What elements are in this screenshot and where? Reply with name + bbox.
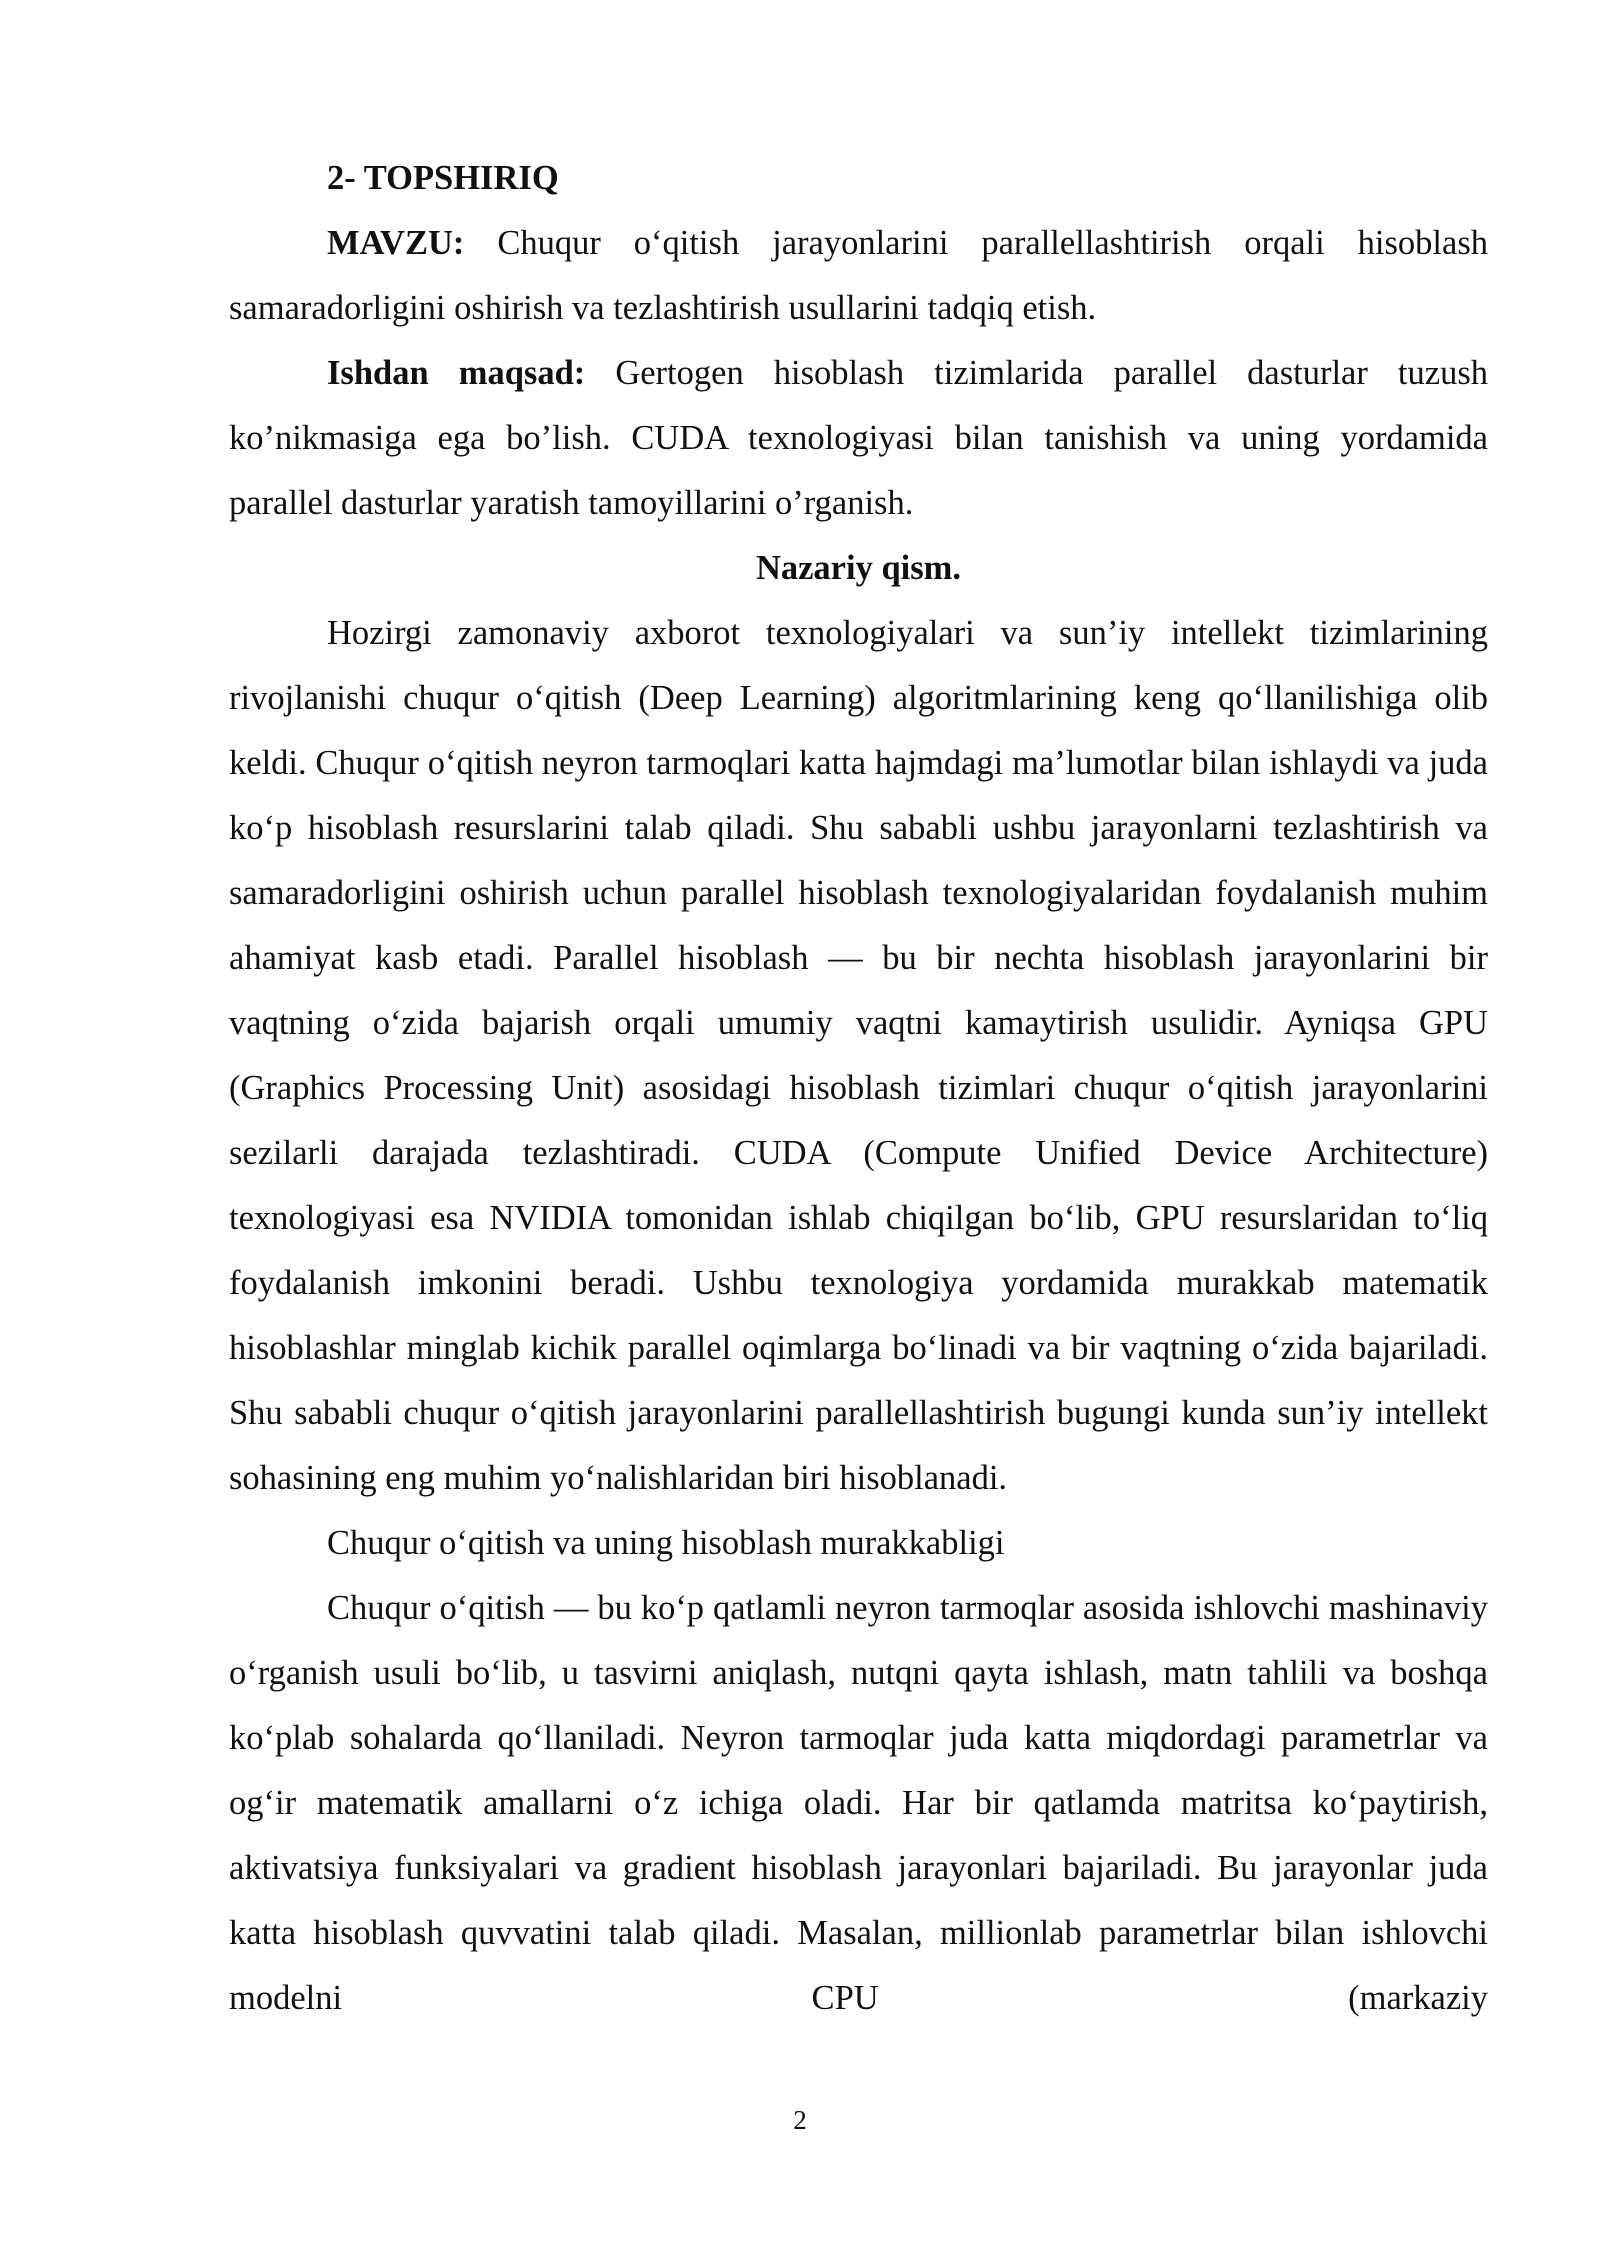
topic-paragraph	[229, 211, 1488, 341]
body-paragraph-2: Chuqur o‘qitish — bu ko‘p qatlamli neyron tarmoqlar asosida ishlovchi mashinaviy o‘rganish usuli bo‘lib, u tasvirni aniqlash, nutqni qayta ishlash, matn tahlili va boshqa ko‘plab sohalarda qo‘llaniladi. Neyron tarmoqlar juda katta miqdordagi parametrlar va og‘ir matematik amallarni o‘z ichiga oladi. Har bir qatlamda matritsa ko‘paytirish, aktivatsiya funksiyalari va gradient hisoblash jarayonlari bajariladi. Bu jarayonlar juda katta hisoblash quvvatini talab qiladi. Masalan, millionlab parametrlar bilan ishlovchi modelni CPU (markaziy	[229, 1589, 1488, 2017]
page-number: 2	[793, 2105, 807, 2135]
body-paragraph-1: Hozirgi zamonaviy axborot texnologiyalari va sun’iy intellekt tizimlarining rivojlanishi chuqur o‘qitish (Deep Learning) algoritmlarining keng qo‘llanilishiga olib keldi. Chuqur o‘qitish neyron tarmoqlari katta hajmdagi ma’lumotlar bilan ishlaydi va juda ko‘p hisoblash resurslarini talab qiladi. Shu sababli ushbu jarayonlarni tezlashtirish va samaradorligini oshirish uchun parallel hisoblash texnologiyalaridan foydalanish muhim ahamiyat kasb etadi. Parallel hisoblash — bu bir nechta hisoblash jarayonlarini bir vaqtning o‘zida bajarish orqali umumiy vaqtni kamaytirish usulidir. Ayniqsa GPU (Graphics Processing Unit) asosidagi hisoblash tizimlari chuqur o‘qitish jarayonlarini sezilarli darajada tezlashtiradi. CUDA (Compute Unified Device Architecture) texnologiyasi esa NVIDIA tomonidan ishlab chiqilgan bo‘lib, GPU resurslaridan to‘liq foydalanish imkonini beradi. Ushbu texnologiya yordamida murakkab matematik hisoblashlar minglab kichik parallel oqimlarga bo‘linadi va bir vaqtning o‘zida bajariladi. Shu sababli chuqur o‘qitish jarayonlarini parallellashtirish bugungi kunda sun’iy intellekt sohasining eng muhim yo‘nalishlaridan biri hisoblanadi.	[229, 614, 1488, 1497]
topic-text: Chuqur o‘qitish jarayonlarini parallellashtirish orqali hisoblash samaradorligini oshirish va tezlashtirish usullarini tadqiq etish.	[229, 224, 1488, 327]
section-title: Nazariy qism.	[755, 549, 962, 587]
topic-label: MAVZU:	[327, 224, 465, 262]
page-body	[229, 146, 1488, 2031]
task-heading: 2- TOPSHIRIQ	[327, 159, 559, 197]
goal-text: Gertogen hisoblash tizimlarida parallel dasturlar tuzush ko’nikmasiga ega bo’lish. CUDA texnologiyasi bilan tanishish va uning yordamida parallel dasturlar yaratish tamoyillarini o’rganish.	[229, 354, 1488, 522]
goal-paragraph	[229, 341, 1488, 536]
subheading: Chuqur o‘qitish va uning hisoblash murakkabligi	[327, 1524, 1005, 1562]
goal-label: Ishdan maqsad:	[327, 354, 586, 392]
